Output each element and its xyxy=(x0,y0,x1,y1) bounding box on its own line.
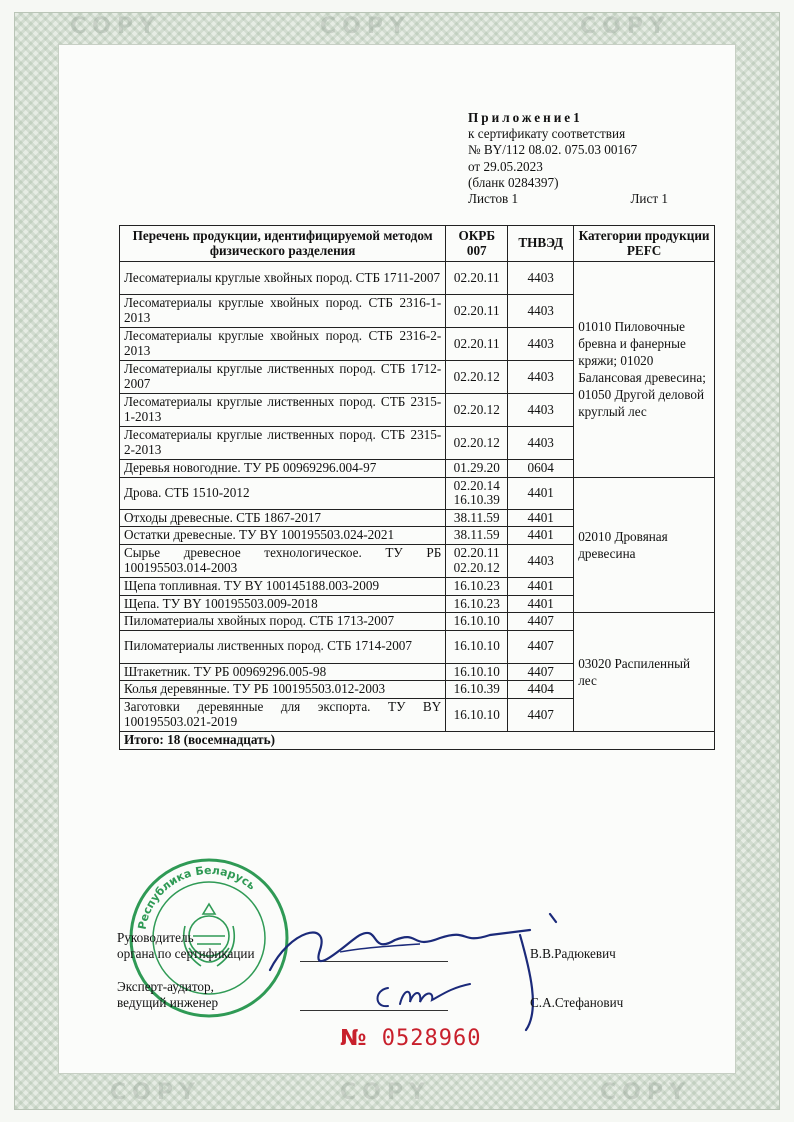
products-table xyxy=(119,225,715,750)
product-name: Дрова. СТБ 1510-2012 xyxy=(120,477,446,509)
total-count: Итого: 18 (восемнадцать) xyxy=(120,731,715,749)
product-name: Щепа. ТУ BY 100195503.009-2018 xyxy=(120,595,446,613)
copy-watermark: COPY xyxy=(320,14,411,39)
okrb-code: 16.10.10 xyxy=(446,663,508,681)
tnved-code: 4403 xyxy=(508,295,574,328)
copy-watermark: COPY xyxy=(110,1080,201,1105)
product-name: Лесоматериалы круглые хвойных пород. СТБ 2316-1-2013 xyxy=(120,295,446,328)
copy-watermark: COPY xyxy=(340,1080,431,1105)
head-signatory xyxy=(117,930,255,962)
category-cell: 03020 Распиленный лес xyxy=(574,613,715,732)
product-name: Штакетник. ТУ РБ 00969296.005-98 xyxy=(120,663,446,681)
expert-name: С.А.Стефанович xyxy=(530,995,624,1010)
header-tnved: ТНВЭД xyxy=(508,226,574,262)
expert-title-line2: ведущий инженер xyxy=(117,995,219,1010)
product-name: Деревья новогодние. ТУ РБ 00969296.004-97 xyxy=(120,460,446,478)
okrb-code: 01.29.20 xyxy=(446,460,508,478)
sheet-number: Лист 1 xyxy=(630,191,668,207)
okrb-code: 16.10.23 xyxy=(446,595,508,613)
expert-signatory xyxy=(117,979,218,1011)
table-total-row xyxy=(120,731,715,749)
tnved-code: 4403 xyxy=(508,544,574,577)
product-name: Лесоматериалы круглые хвойных пород. СТБ 2316-2-2013 xyxy=(120,328,446,361)
category-cell: 02010 Дровяная древесина xyxy=(574,477,715,613)
product-name: Колья деревянные. ТУ РБ 100195503.012-2003 xyxy=(120,681,446,699)
number-sign: № xyxy=(340,1026,368,1051)
product-name: Отходы древесные. СТБ 1867-2017 xyxy=(120,509,446,527)
product-name: Лесоматериалы круглые лиственных пород. СТБ 2315-2-2013 xyxy=(120,427,446,460)
signature-head-icon xyxy=(230,900,590,1040)
product-name: Лесоматериалы круглые лиственных пород. СТБ 2315-1-2013 xyxy=(120,394,446,427)
tnved-code: 4404 xyxy=(508,681,574,699)
signature-expert-icon xyxy=(370,978,480,1018)
product-name: Заготовки деревянные для экспорта. ТУ BY 100195503.021-2019 xyxy=(120,698,446,731)
okrb-code: 02.20.12 xyxy=(446,394,508,427)
tnved-code: 4403 xyxy=(508,427,574,460)
header-products: Перечень продукции, идентифицируемой методом физического разделения xyxy=(120,226,446,262)
okrb-code: 38.11.59 xyxy=(446,527,508,545)
okrb-code: 16.10.39 xyxy=(446,681,508,699)
product-name: Сырье древесное технологическое. ТУ РБ 100195503.014-2003 xyxy=(120,544,446,577)
tnved-code: 4403 xyxy=(508,394,574,427)
sheets-count: Листов 1 xyxy=(468,191,519,207)
header-category: Категории продукции PEFC xyxy=(574,226,715,262)
tnved-code: 4403 xyxy=(508,262,574,295)
product-name: Лесоматериалы круглые лиственных пород. СТБ 1712-2007 xyxy=(120,361,446,394)
blank-number: (бланк 0284397) xyxy=(468,174,559,190)
appendix-title: Приложение1 xyxy=(468,110,583,125)
tnved-code: 4401 xyxy=(508,477,574,509)
product-name: Остатки древесные. ТУ BY 100195503.024-2021 xyxy=(120,527,446,545)
okrb-code: 16.10.10 xyxy=(446,630,508,663)
blank-serial-number xyxy=(340,1026,481,1051)
tnved-code: 4403 xyxy=(508,328,574,361)
header-okrb: ОКРБ 007 xyxy=(446,226,508,262)
okrb-code: 02.20.11 xyxy=(446,328,508,361)
tnved-code: 4401 xyxy=(508,595,574,613)
copy-watermark: COPY xyxy=(600,1080,691,1105)
okrb-code: 02.20.12 xyxy=(446,361,508,394)
okrb-code: 16.10.10 xyxy=(446,613,508,631)
tnved-code: 4401 xyxy=(508,527,574,545)
category-cell: 01010 Пиловочные бревна и фанерные кряжи; 01020 Балансовая древесина; 01050 Другой деловой круглый лес xyxy=(574,262,715,478)
product-name: Пиломатериалы лиственных пород. СТБ 1714-2007 xyxy=(120,630,446,663)
okrb-code: 02.20.11 xyxy=(446,262,508,295)
copy-watermark: COPY xyxy=(70,14,161,39)
certificate-number: № BY/112 08.02. 075.03 00167 xyxy=(468,142,638,158)
product-name: Щепа топливная. ТУ BY 100145188.003-2009 xyxy=(120,577,446,595)
okrb-code: 02.20.12 xyxy=(446,427,508,460)
product-name: Лесоматериалы круглые хвойных пород. СТБ 1711-2007 xyxy=(120,262,446,295)
sheet-info xyxy=(468,191,698,207)
head-title: Руководитель xyxy=(117,930,194,945)
okrb-code: 38.11.59 xyxy=(446,509,508,527)
table-row xyxy=(120,613,715,631)
tnved-code: 0604 xyxy=(508,460,574,478)
certificate-date: от 29.05.2023 xyxy=(468,158,543,174)
okrb-code: 16.10.10 xyxy=(446,698,508,731)
appendix-header xyxy=(468,110,698,207)
appendix-line: к сертификату соответствия xyxy=(468,126,626,142)
okrb-code: 02.20.11 xyxy=(446,295,508,328)
table-row xyxy=(120,477,715,509)
copy-watermark: COPY xyxy=(580,14,671,39)
head-title-line2: органа по сертификации xyxy=(117,946,255,961)
okrb-code: 16.10.23 xyxy=(446,577,508,595)
head-name: В.В.Радюкевич xyxy=(530,946,616,961)
tnved-code: 4407 xyxy=(508,698,574,731)
expert-title: Эксперт-аудитор, xyxy=(117,979,214,994)
tnved-code: 4401 xyxy=(508,577,574,595)
tnved-code: 4407 xyxy=(508,630,574,663)
okrb-code: 02.20.11 02.20.12 xyxy=(446,544,508,577)
okrb-code: 02.20.14 16.10.39 xyxy=(446,477,508,509)
tnved-code: 4407 xyxy=(508,613,574,631)
tnved-code: 4407 xyxy=(508,663,574,681)
product-name: Пиломатериалы хвойных пород. СТБ 1713-2007 xyxy=(120,613,446,631)
serial-digits: 0528960 xyxy=(381,1026,482,1051)
seal-outer-text: Республика Беларусь xyxy=(135,863,258,931)
tnved-code: 4401 xyxy=(508,509,574,527)
table-row xyxy=(120,262,715,295)
tnved-code: 4403 xyxy=(508,361,574,394)
table-header-row xyxy=(120,226,715,262)
